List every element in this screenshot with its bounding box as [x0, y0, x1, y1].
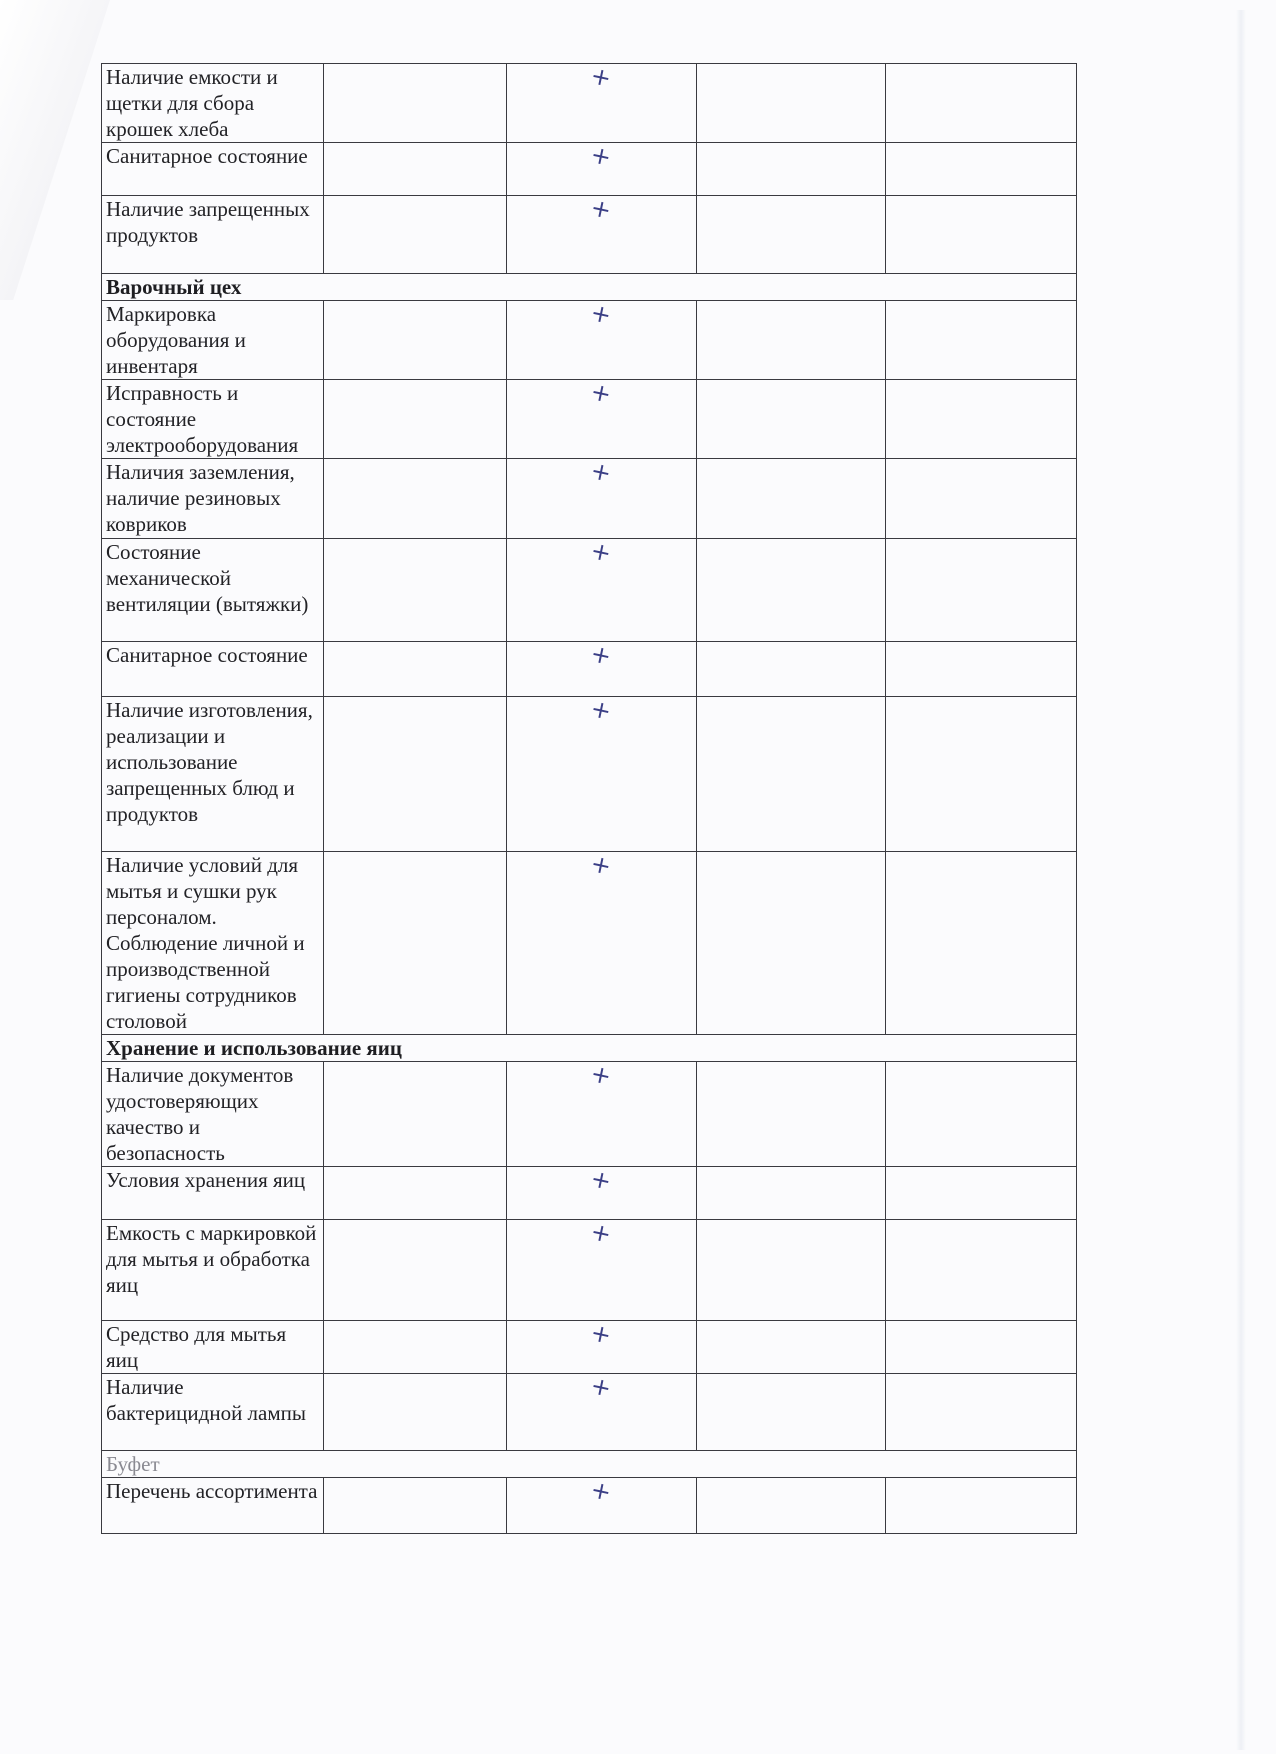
- empty-cell: [697, 1167, 886, 1220]
- criterion-cell: Перечень ассортимента: [102, 1478, 324, 1534]
- handwritten-plus-mark: +: [588, 140, 615, 172]
- empty-cell: [886, 1062, 1077, 1167]
- criterion-cell: Маркировка оборудования и инвентаря: [102, 301, 324, 380]
- handwritten-plus-mark: +: [588, 456, 615, 488]
- empty-cell: [886, 143, 1077, 196]
- criterion-cell: Исправность и состояние электрооборудования: [102, 380, 324, 459]
- mark-cell: [507, 1217, 697, 1321]
- empty-cell: [324, 697, 507, 852]
- table-row: [102, 196, 1077, 274]
- table-row: [102, 380, 1077, 459]
- empty-cell: [324, 852, 507, 1035]
- empty-cell: [324, 301, 507, 380]
- section-title: Варочный цех: [102, 274, 1077, 301]
- criterion-cell: Наличия заземления, наличие резиновых ковриков: [102, 459, 324, 539]
- section-row: [102, 1451, 1077, 1478]
- handwritten-plus-mark: +: [588, 849, 615, 881]
- empty-cell: [886, 1220, 1077, 1321]
- mark-cell: [507, 140, 697, 196]
- empty-cell: [697, 642, 886, 697]
- handwritten-plus-mark: +: [588, 536, 615, 568]
- criterion-cell: Санитарное состояние: [102, 642, 324, 697]
- empty-cell: [324, 539, 507, 642]
- table-row: [102, 301, 1077, 380]
- mark-cell: [507, 536, 697, 642]
- handwritten-plus-mark: +: [588, 1217, 615, 1249]
- empty-cell: [886, 539, 1077, 642]
- section-title: Буфет: [102, 1451, 1077, 1478]
- table-row: [102, 852, 1077, 1035]
- table-row: [102, 1321, 1077, 1374]
- mark-cell: [507, 61, 697, 143]
- table-row: [102, 1062, 1077, 1167]
- empty-cell: [324, 1167, 507, 1220]
- section-title: Хранение и использование яиц: [102, 1035, 1077, 1062]
- empty-cell: [697, 1321, 886, 1374]
- empty-cell: [697, 301, 886, 380]
- empty-cell: [886, 64, 1077, 143]
- mark-cell: [507, 694, 697, 852]
- empty-cell: [697, 143, 886, 196]
- empty-cell: [697, 380, 886, 459]
- mark-cell: [507, 1318, 697, 1374]
- empty-cell: [697, 1478, 886, 1534]
- handwritten-plus-mark: +: [588, 1164, 615, 1196]
- table-row: [102, 1220, 1077, 1321]
- empty-cell: [324, 1220, 507, 1321]
- criterion-cell: Наличие условий для мытья и сушки рук персоналом. Соблюдение личной и производственной гигиены сотрудников столовой: [102, 852, 324, 1035]
- empty-cell: [886, 1478, 1077, 1534]
- empty-cell: [324, 64, 507, 143]
- criterion-cell: Наличие документов удостоверяющих качество и безопасность: [102, 1062, 324, 1167]
- mark-cell: [507, 639, 697, 697]
- table-row: [102, 1374, 1077, 1451]
- handwritten-plus-mark: +: [588, 1475, 615, 1507]
- table-row: [102, 64, 1077, 143]
- handwritten-plus-mark: +: [588, 193, 615, 225]
- handwritten-plus-mark: +: [588, 1371, 615, 1403]
- table-row: [102, 1167, 1077, 1220]
- mark-cell: [507, 193, 697, 274]
- criterion-cell: Санитарное состояние: [102, 143, 324, 196]
- empty-cell: [886, 459, 1077, 539]
- empty-cell: [324, 1062, 507, 1167]
- table-row: [102, 143, 1077, 196]
- handwritten-plus-mark: +: [588, 1318, 615, 1350]
- empty-cell: [697, 852, 886, 1035]
- table-row: [102, 539, 1077, 642]
- empty-cell: [697, 1220, 886, 1321]
- mark-cell: [507, 1164, 697, 1220]
- mark-cell: [507, 377, 697, 459]
- criterion-cell: Состояние механической вентиляции (вытяжки): [102, 539, 324, 642]
- criterion-cell: Емкость с маркировкой для мытья и обработка яиц: [102, 1220, 324, 1321]
- handwritten-plus-mark: +: [588, 298, 615, 330]
- empty-cell: [697, 196, 886, 274]
- mark-cell: [507, 456, 697, 539]
- handwritten-plus-mark: +: [588, 1059, 615, 1091]
- empty-cell: [324, 1321, 507, 1374]
- empty-cell: [324, 1374, 507, 1451]
- mark-cell: [507, 849, 697, 1035]
- section-row: [102, 1035, 1077, 1062]
- criterion-cell: Наличие изготовления, реализации и использование запрещенных блюд и продуктов: [102, 697, 324, 852]
- mark-cell: [507, 1475, 697, 1534]
- section-row: [102, 274, 1077, 301]
- table-row: [102, 459, 1077, 539]
- mark-cell: [507, 1371, 697, 1451]
- empty-cell: [324, 459, 507, 539]
- mark-cell: [507, 298, 697, 380]
- empty-cell: [324, 642, 507, 697]
- table-row: [102, 1478, 1077, 1534]
- criterion-cell: Наличие емкости и щетки для сбора крошек хлеба: [102, 64, 324, 143]
- empty-cell: [886, 642, 1077, 697]
- empty-cell: [697, 459, 886, 539]
- empty-cell: [324, 143, 507, 196]
- table-row: [102, 642, 1077, 697]
- empty-cell: [886, 196, 1077, 274]
- empty-cell: [886, 697, 1077, 852]
- criterion-cell: Наличие запрещенных продуктов: [102, 196, 324, 274]
- criterion-cell: Средство для мытья яиц: [102, 1321, 324, 1374]
- empty-cell: [886, 1374, 1077, 1451]
- page-fold-shadow: [0, 0, 110, 300]
- empty-cell: [697, 64, 886, 143]
- empty-cell: [886, 301, 1077, 380]
- criterion-cell: Условия хранения яиц: [102, 1167, 324, 1220]
- empty-cell: [886, 1167, 1077, 1220]
- page-edge: [1236, 10, 1246, 1750]
- empty-cell: [697, 539, 886, 642]
- table-row: [102, 697, 1077, 852]
- handwritten-plus-mark: +: [588, 61, 615, 93]
- empty-cell: [324, 196, 507, 274]
- inspection-checklist-table: [101, 63, 1077, 1534]
- handwritten-plus-mark: +: [588, 377, 615, 409]
- empty-cell: [324, 1478, 507, 1534]
- empty-cell: [886, 380, 1077, 459]
- criterion-cell: Наличие бактерицидной лампы: [102, 1374, 324, 1451]
- empty-cell: [697, 1062, 886, 1167]
- handwritten-plus-mark: +: [588, 639, 615, 671]
- empty-cell: [697, 1374, 886, 1451]
- handwritten-plus-mark: +: [588, 694, 615, 726]
- empty-cell: [697, 697, 886, 852]
- empty-cell: [886, 1321, 1077, 1374]
- mark-cell: [507, 1059, 697, 1167]
- empty-cell: [886, 852, 1077, 1035]
- empty-cell: [324, 380, 507, 459]
